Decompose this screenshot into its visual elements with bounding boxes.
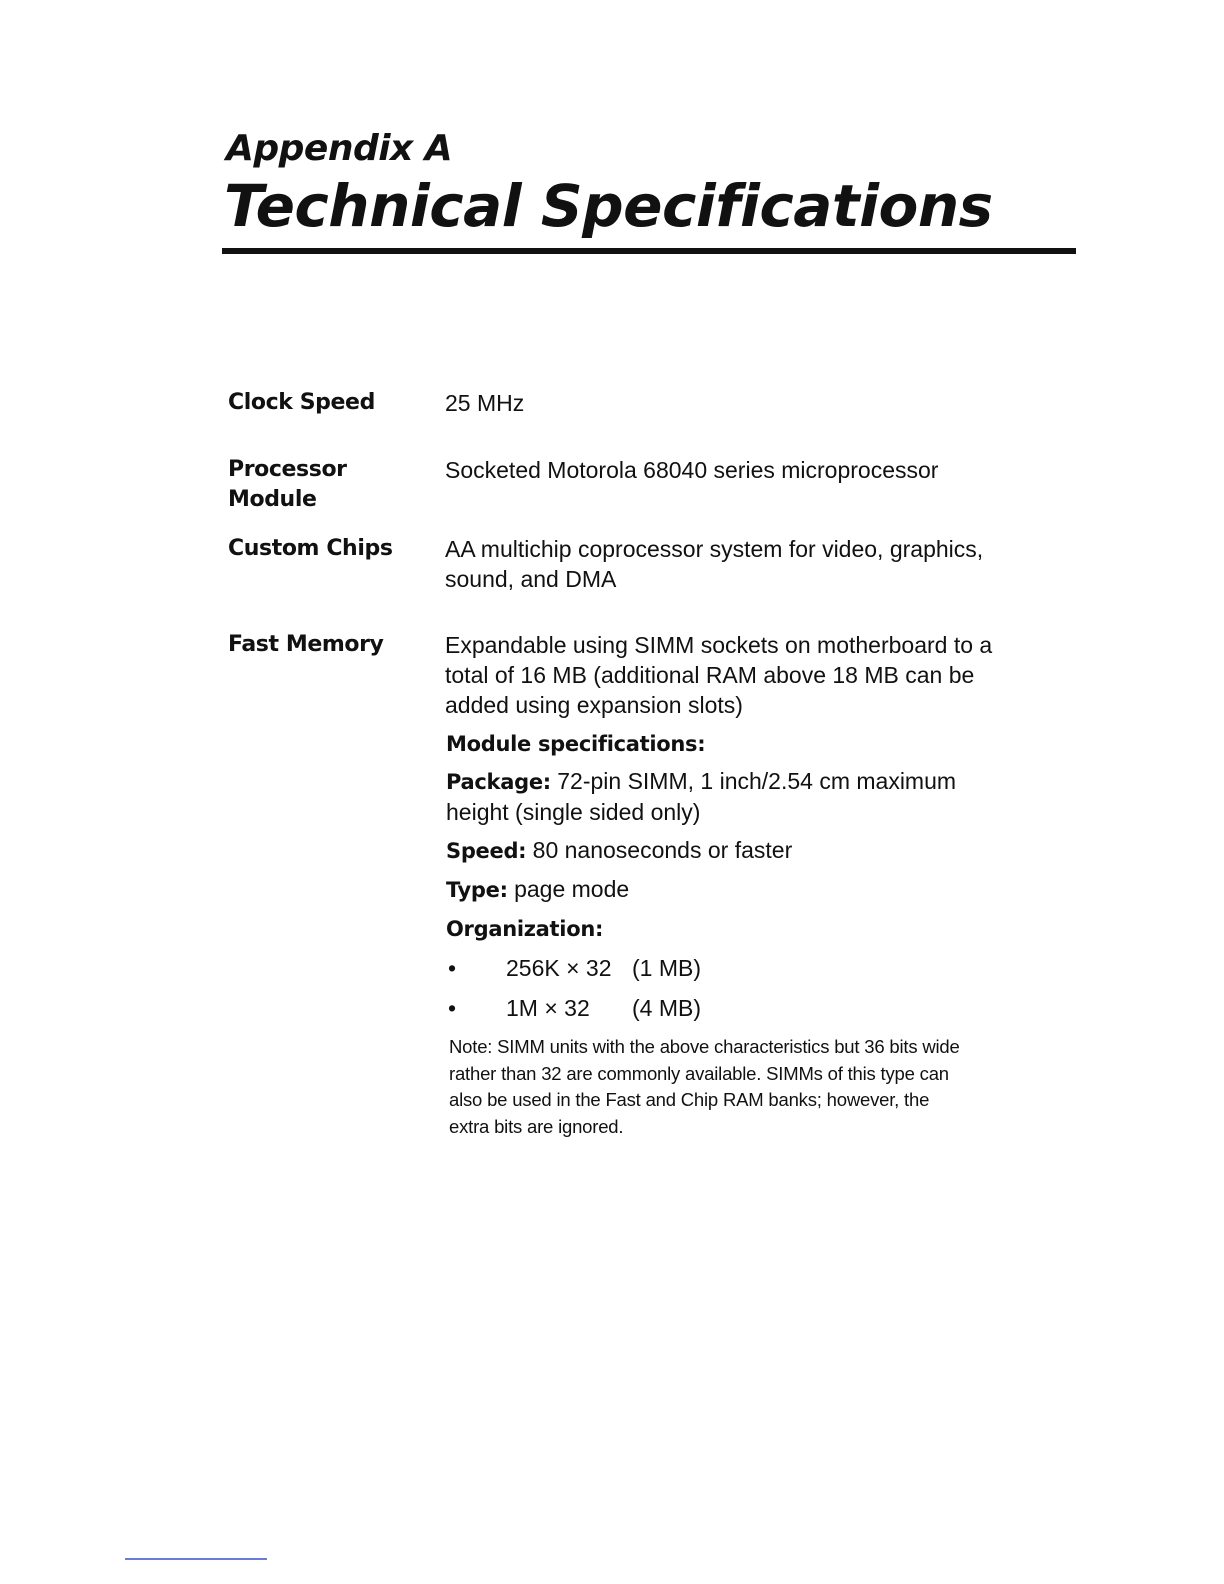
- spec-value: Socketed Motorola 68040 series microprocessor: [445, 457, 939, 483]
- spec-value-line: AA multichip coprocessor system for video, graphics,: [445, 536, 984, 562]
- organization-capacity: (1 MB): [632, 955, 701, 981]
- note-line: rather than 32 are commonly available. SIMMs of this type can: [449, 1062, 949, 1084]
- package-line: height (single sided only): [446, 799, 701, 825]
- spec-value-line: sound, and DMA: [445, 566, 617, 592]
- type-spec: [446, 874, 1046, 905]
- organization-label: Organization:: [446, 917, 604, 941]
- note-line: Note: SIMM units with the above characteristics but 36 bits wide: [449, 1036, 960, 1057]
- spec-value-line: total of 16 MB (additional RAM above 18 MB can be: [445, 662, 975, 688]
- speed-value: 80 nanoseconds or faster: [526, 837, 793, 863]
- organization-size: 256K × 32: [506, 955, 612, 981]
- package-spec: [446, 766, 1046, 827]
- package-value: 72-pin SIMM, 1 inch/2.54 cm maximum: [550, 768, 957, 794]
- spec-value: [445, 534, 1045, 594]
- spec-label: Clock Speed: [228, 390, 375, 415]
- spec-label-line: Processor: [228, 457, 347, 482]
- bullet-icon: •: [448, 995, 457, 1021]
- spec-value-line: added using expansion slots): [445, 692, 743, 718]
- spec-value: 25 MHz: [445, 390, 525, 416]
- spec-value-line: Expandable using SIMM sockets on motherboard to a: [445, 632, 993, 658]
- spec-label: Fast Memory: [228, 632, 384, 657]
- appendix-label: Appendix A: [226, 128, 453, 169]
- speed-spec: [446, 835, 1046, 866]
- package-line: [446, 766, 1046, 797]
- page-title: Technical Specifications: [224, 172, 993, 240]
- title-rule: [222, 248, 1076, 254]
- note-line: also be used in the Fast and Chip RAM banks; however, the: [449, 1089, 930, 1110]
- spec-label: Custom Chips: [228, 536, 393, 561]
- note-line: extra bits are ignored.: [449, 1115, 624, 1137]
- spec-label-line: Module: [228, 487, 317, 512]
- speed-label: Speed:: [446, 839, 527, 863]
- simm-note: [449, 1034, 1049, 1140]
- spec-value: [445, 630, 1045, 720]
- module-specifications-label: Module specifications:: [446, 732, 706, 756]
- organization-size: 1M × 32: [506, 995, 590, 1021]
- type-label: Type:: [446, 878, 508, 902]
- bullet-icon: •: [448, 955, 457, 981]
- module-specifications-heading: [446, 728, 1046, 759]
- footer-rule: [125, 1558, 267, 1560]
- organization-heading: [446, 913, 1046, 944]
- type-value: page mode: [507, 876, 630, 902]
- package-label: Package:: [446, 770, 551, 794]
- organization-capacity: (4 MB): [632, 995, 701, 1021]
- spec-label: [228, 455, 428, 515]
